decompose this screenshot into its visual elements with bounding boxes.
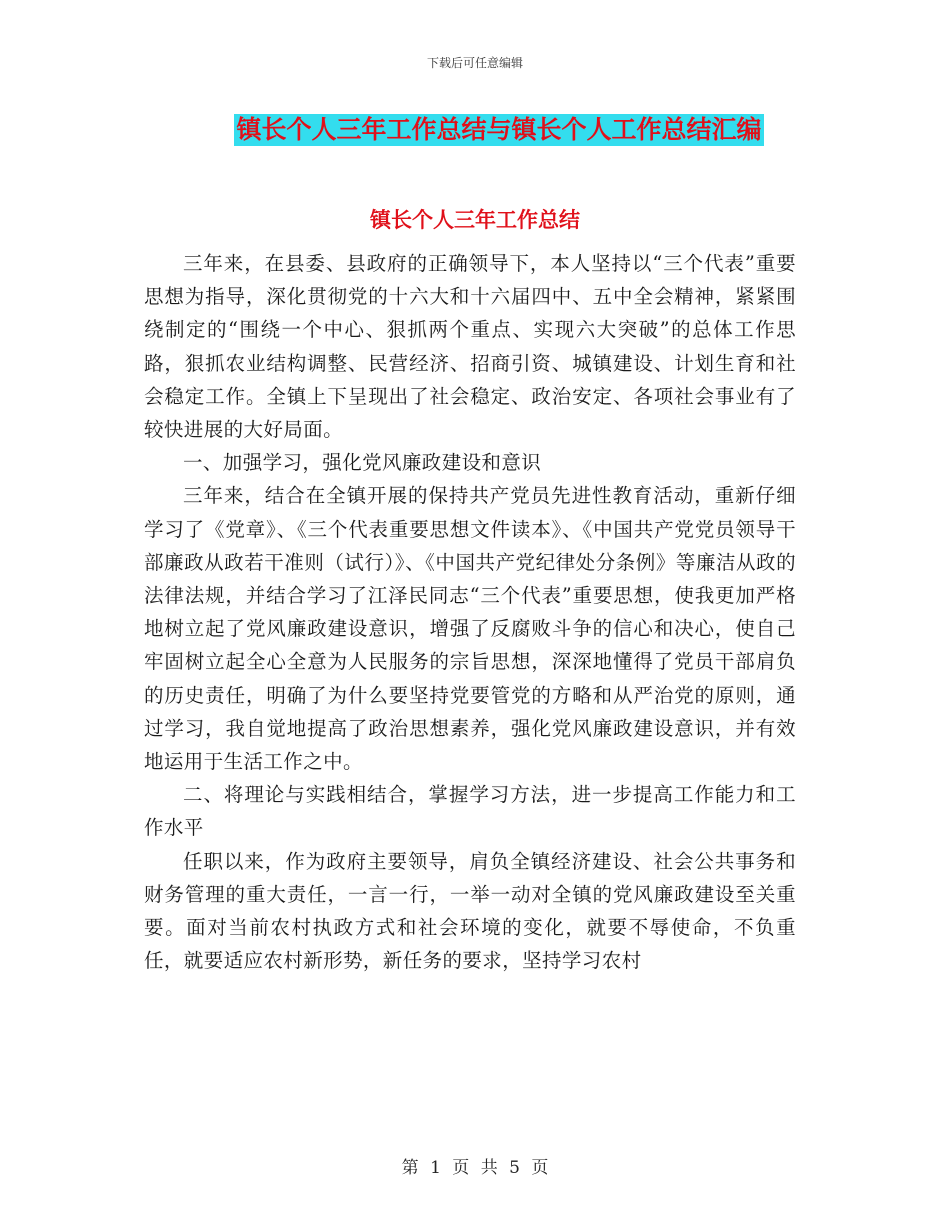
page-number-footer: 第 1 页 共 5 页 (401, 1158, 549, 1178)
section-title: 镇长个人三年工作总结 (370, 208, 580, 232)
paragraph-intro: 三年来，在县委、县政府的正确领导下，本人坚持以“三个代表”重要思想为指导，深化贯彻党的十六大和十六届四中、五中全会精神，紧紧围绕制定的“围绕一个中心、狠抓两个重点、实现六大突破”的总体工作思路，狠抓农业结构调整、民营经济、招商引资、城镇建设、计划生育和社会稳定工作。全镇上下呈现出了社会稳定、政治安定、各项社会事业有了较快进展的大好局面。 (144, 252, 796, 442)
paragraph-section-1: 三年来，结合在全镇开展的保持共产党员先进性教育活动，重新仔细学习了《党章》、《三个代表重要思想文件读本》、《中国共产党党员领导干部廉政从政若干准则（试行）》、《中国共产党纪律处分条例》等廉洁从政的法律法规，并结合学习了江泽民同志“三个代表”重要思想，使我更加严格地树立起了党风廉政建设意识，增强了反腐败斗争的信心和决心，使自己牢固树立起全心全意为人民服务的宗旨思想，深深地懂得了党员干部肩负的历史责任，明确了为什么要坚持党要管党的方略和从严治党的原则，通过学习，我自觉地提高了政治思想素养，强化党风廉政建设意识，并有效地运用于生活工作之中。 (144, 484, 796, 774)
heading-section-1: 一、加强学习，强化党风廉政建设和意识 (183, 451, 542, 475)
document-title: 镇长个人三年工作总结与镇长个人工作总结汇编 (236, 115, 762, 144)
heading-section-2: 二、将理论与实践相结合，掌握学习方法，进一步提高工作能力和工作水平 (144, 783, 796, 840)
paragraph-section-2: 任职以来，作为政府主要领导，肩负全镇经济建设、社会公共事务和财务管理的重大责任，一言一行，一举一动对全镇的党风廉政建设至关重要。面对当前农村执政方式和社会环境的变化，就要不辱使命，不负重任，就要适应农村新形势，新任务的要求，坚持学习农村 (144, 849, 796, 973)
document-body (144, 247, 796, 977)
document-title-wrap (0, 114, 950, 146)
header-note: 下载后可任意编辑 (426, 56, 523, 70)
